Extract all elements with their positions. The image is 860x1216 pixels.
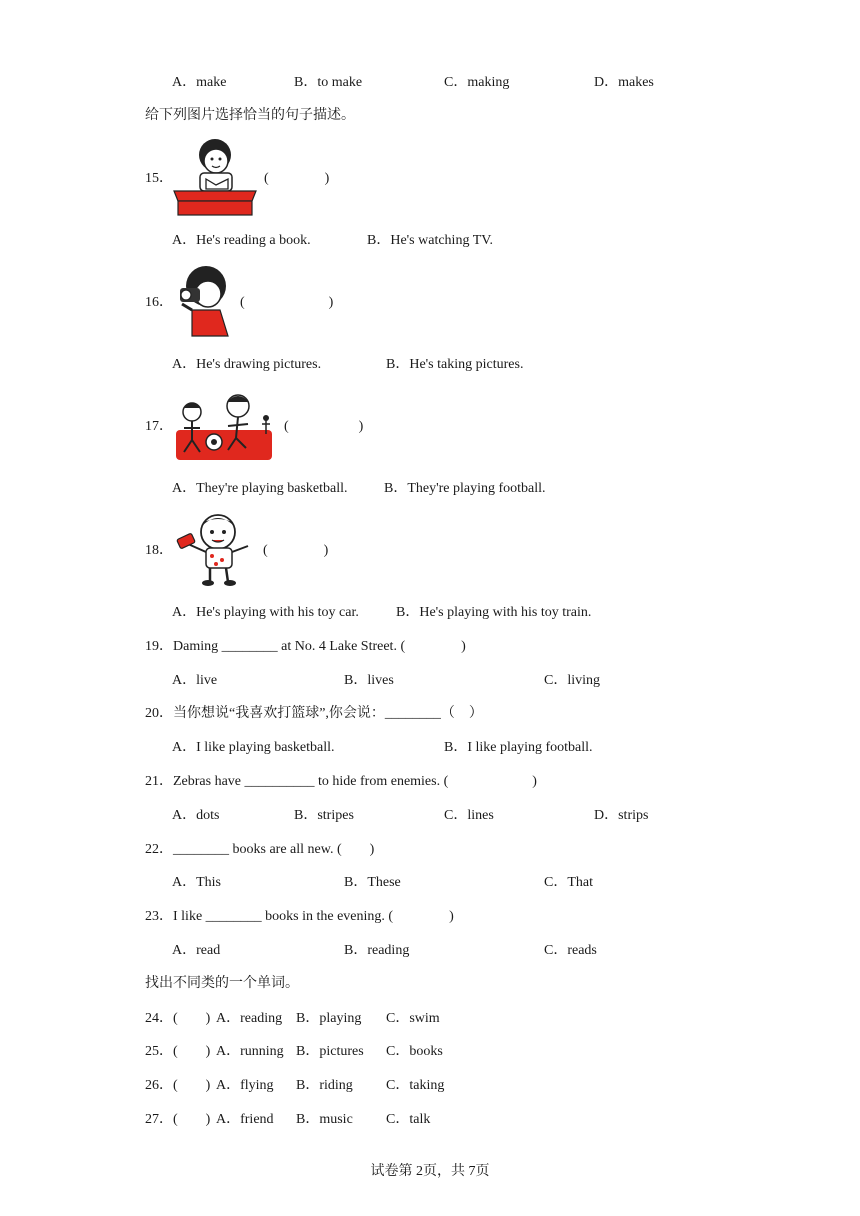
q25-number[interactable]: 25．( ) [145, 1044, 211, 1059]
q18-option-b[interactable]: B．He's playing with his toy train. [396, 605, 592, 620]
q26-option-c[interactable]: C．taking [386, 1078, 445, 1093]
section-heading-odd-one-out: 找出不同类的一个单词。 [145, 976, 299, 991]
q18-answer-paren[interactable]: ( ) [263, 543, 329, 558]
q26-number[interactable]: 26．( ) [145, 1078, 211, 1093]
q19-option-a[interactable]: A．live [172, 673, 218, 688]
football-kids-image [172, 390, 276, 464]
q19-option-c[interactable]: C．living [544, 673, 601, 688]
q15-option-b[interactable]: B．He's watching TV. [367, 233, 494, 248]
q19-option-b[interactable]: B．lives [344, 673, 394, 688]
q25-option-c[interactable]: C．books [386, 1044, 443, 1059]
q16-option-a[interactable]: A．He's drawing pictures. [172, 357, 322, 372]
q21-option-a[interactable]: A．dots [172, 808, 220, 823]
q16-number: 16． [145, 295, 173, 310]
q16-answer-paren[interactable]: ( ) [240, 295, 334, 310]
q19-question: 19．Daming ________ at No. 4 Lake Street. ( ) [145, 639, 466, 654]
q25-option-b[interactable]: B．pictures [296, 1044, 364, 1059]
q22-option-c[interactable]: C．That [544, 875, 593, 890]
q24-number[interactable]: 24．( ) [145, 1011, 211, 1026]
q21-option-d[interactable]: D．strips [594, 808, 649, 823]
q17-number: 17． [145, 419, 173, 434]
q15-answer-paren[interactable]: ( ) [264, 171, 330, 186]
q27-option-b[interactable]: B．music [296, 1112, 353, 1127]
q22-option-a[interactable]: A．This [172, 875, 221, 890]
q17-option-b[interactable]: B．They're playing football. [384, 481, 546, 496]
q23-question: 23．I like ________ books in the evening. ( ) [145, 909, 454, 924]
section-heading-pictures: 给下列图片选择恰当的句子描述。 [145, 108, 355, 123]
q20-question: 20．当你想说“我喜欢打篮球”,你会说：________（ ） [145, 706, 483, 721]
q21-question: 21．Zebras have __________ to hide from enemies. ( ) [145, 774, 537, 789]
q21-option-b[interactable]: B．stripes [294, 808, 354, 823]
q22-question: 22．________ books are all new. ( ) [145, 842, 375, 857]
toy-boy-image [172, 512, 256, 588]
q23-option-a[interactable]: A．read [172, 943, 221, 958]
q24-option-c[interactable]: C．swim [386, 1011, 440, 1026]
reading-boy-image [172, 137, 258, 217]
q24-option-b[interactable]: B．playing [296, 1011, 362, 1026]
q27-option-c[interactable]: C．talk [386, 1112, 431, 1127]
camera-boy-image [172, 264, 234, 338]
q14-option-c[interactable]: C．making [444, 75, 510, 90]
q23-option-b[interactable]: B．reading [344, 943, 410, 958]
q17-option-a[interactable]: A．They're playing basketball. [172, 481, 348, 496]
q17-answer-paren[interactable]: ( ) [284, 419, 364, 434]
q24-option-a[interactable]: A．reading [216, 1011, 283, 1026]
q14-option-b[interactable]: B．to make [294, 75, 363, 90]
q26-option-a[interactable]: A．flying [216, 1078, 274, 1093]
q21-option-c[interactable]: C．lines [444, 808, 494, 823]
q27-number[interactable]: 27．( ) [145, 1112, 211, 1127]
q25-option-a[interactable]: A．running [216, 1044, 284, 1059]
q15-option-a[interactable]: A．He's reading a book. [172, 233, 311, 248]
q27-option-a[interactable]: A．friend [216, 1112, 274, 1127]
q14-option-a[interactable]: A．make [172, 75, 227, 90]
page-footer: 试卷第 2页，共 7页 [370, 1164, 490, 1179]
q20-option-a[interactable]: A．I like playing basketball. [172, 740, 335, 755]
q20-option-b[interactable]: B．I like playing football. [444, 740, 593, 755]
q22-option-b[interactable]: B．These [344, 875, 401, 890]
q18-number: 18． [145, 543, 173, 558]
q16-option-b[interactable]: B．He's taking pictures. [386, 357, 524, 372]
q15-number: 15． [145, 171, 173, 186]
q26-option-b[interactable]: B．riding [296, 1078, 353, 1093]
q18-option-a[interactable]: A．He's playing with his toy car. [172, 605, 359, 620]
q23-option-c[interactable]: C．reads [544, 943, 597, 958]
q14-option-d[interactable]: D．makes [594, 75, 654, 90]
